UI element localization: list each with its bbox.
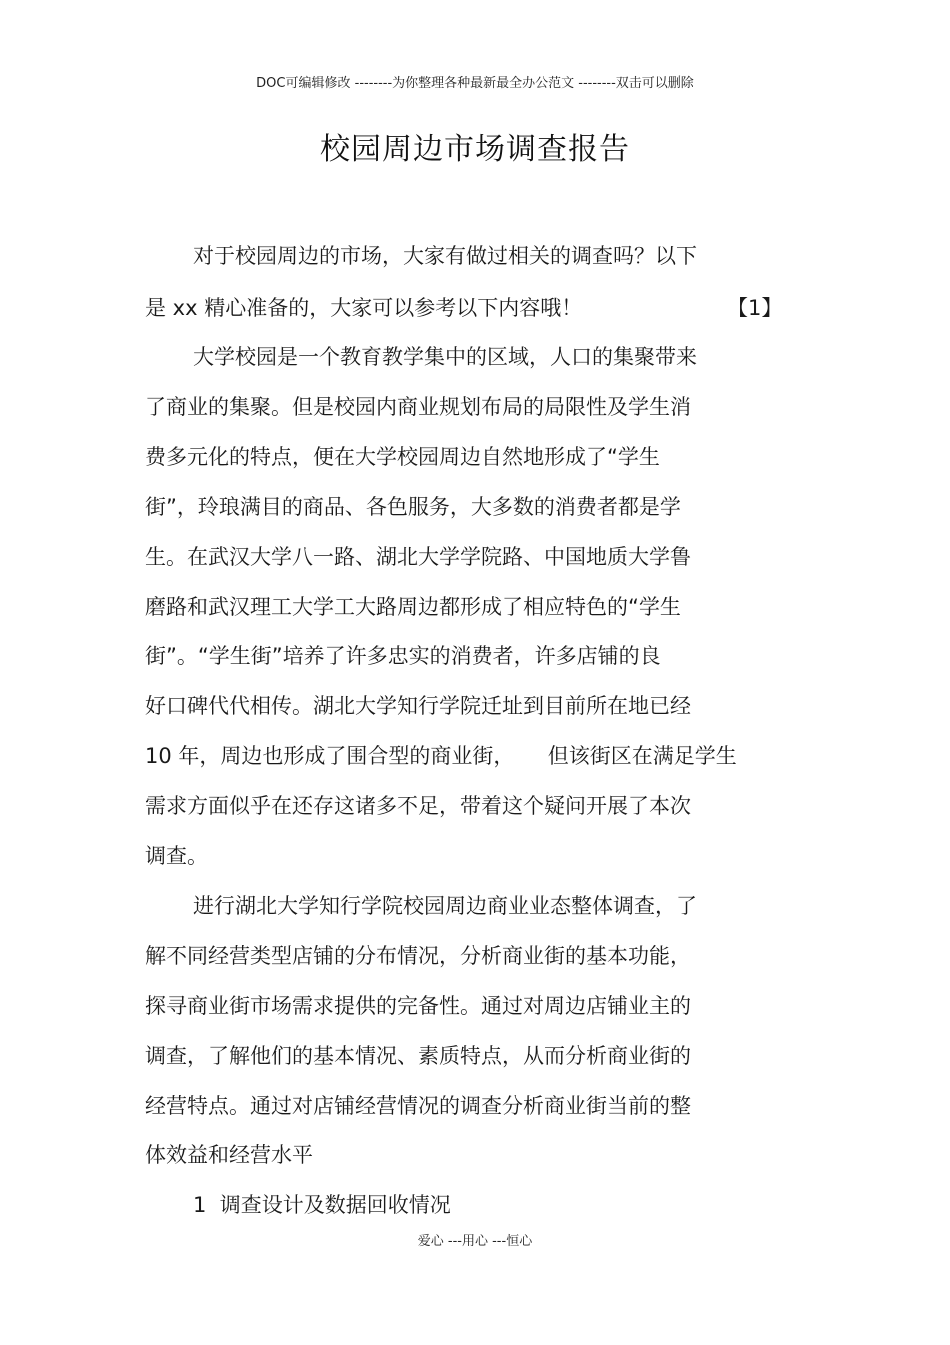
text-line: 进行湖北大学知行学院校园周边商业业态整体调查，了 [193, 894, 697, 918]
text-line: 磨路和武汉理工大学工大路周边都形成了相应特色的“学生 [145, 595, 681, 619]
text-line: 10 年，周边也形成了围合型的商业街， 但该街区在满足学生 [145, 744, 737, 768]
section-heading: 1 调查设计及数据回收情况 [193, 1193, 451, 1217]
text-line: 调查。 [145, 844, 208, 868]
text-line: 对于校园周边的市场，大家有做过相关的调查吗？以下 [193, 244, 697, 268]
document-title: 校园周边市场调查报告 [320, 132, 630, 167]
text-line: 街”。“学生街”培养了许多忠实的消费者，许多店铺的良 [145, 644, 661, 668]
text-line: 探寻商业街市场需求提供的完备性。通过对周边店铺业主的 [145, 994, 691, 1018]
text-line: 是 xx 精心准备的，大家可以参考以下内容哦！ [145, 296, 583, 320]
text-line: 生。在武汉大学八一路、湖北大学学院路、中国地质大学鲁 [145, 545, 691, 569]
text-line: 大学校园是一个教育教学集中的区域，人口的集聚带来 [193, 345, 697, 369]
reference-mark: 【1】 [727, 296, 783, 320]
page-footer: 爱心 ---用心 ---恒心 [417, 1234, 533, 1249]
text-line: 解不同经营类型店铺的分布情况，分析商业街的基本功能， [145, 944, 691, 968]
text-line: 好口碑代代相传。湖北大学知行学院迁址到目前所在地已经 [145, 694, 691, 718]
text-line: 了商业的集聚。但是校园内商业规划布局的局限性及学生消 [145, 395, 691, 419]
text-line: 街”，玲琅满目的商品、各色服务，大多数的消费者都是学 [145, 495, 681, 519]
page-header: DOC可编辑修改 --------为你整理各种最新最全办公范文 --------双击可以删除 [256, 76, 694, 91]
text-line: 调查，了解他们的基本情况、素质特点，从而分析商业街的 [145, 1044, 691, 1068]
text-line: 需求方面似乎在还存这诸多不足，带着这个疑问开展了本次 [145, 794, 691, 818]
text-line: 费多元化的特点，便在大学校园周边自然地形成了“学生 [145, 445, 660, 469]
text-line: 经营特点。通过对店铺经营情况的调查分析商业街当前的整 [145, 1094, 691, 1118]
text-line: 体效益和经营水平 [145, 1143, 313, 1167]
